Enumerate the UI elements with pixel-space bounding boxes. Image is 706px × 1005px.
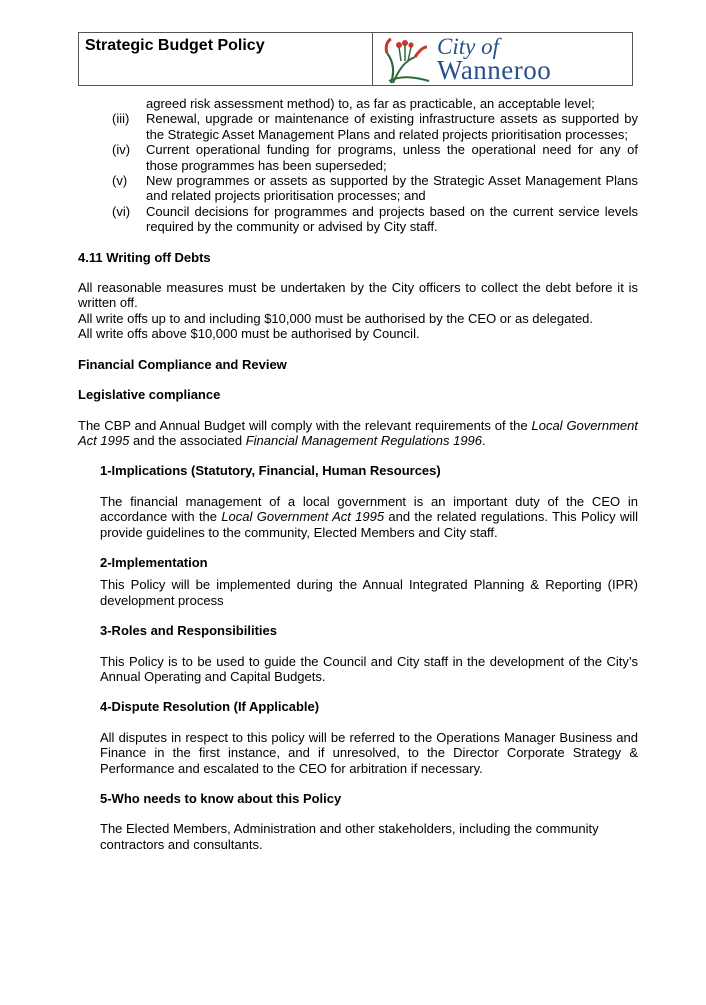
page-header <box>78 32 633 86</box>
section-heading-implementation: 2-Implementation <box>100 554 208 570</box>
list-item <box>78 142 638 173</box>
section-heading-roles: 3-Roles and Responsibilities <box>100 623 277 639</box>
implementation-paragraph: This Policy will be implemented during the Annual Integrated Planning & Reporting (IPR) development process <box>100 577 638 608</box>
list-text: Renewal, upgrade or maintenance of existing infrastructure assets as supported by the Strategic Asset Management Plans and related projects prioritisation processes; <box>146 111 638 142</box>
list-text: New programmes or assets as supported by the Strategic Asset Management Plans and related projects prioritisation processes; and <box>146 173 638 204</box>
document-title: Strategic Budget Policy <box>79 33 373 85</box>
roles-paragraph: This Policy is to be used to guide the Council and City staff in the development of the City’s Annual Operating and Capital Budgets. <box>100 653 638 684</box>
list-number: (v) <box>112 173 128 189</box>
act-citation: Local Government Act 1995 <box>221 509 385 525</box>
list-number: (vi) <box>112 203 131 219</box>
compliance-paragraph: The CBP and Annual Budget will comply with the relevant requirements of the Local Government Act 1995 and the associated Financial Management Regulations 1996. <box>78 417 638 448</box>
debts-paragraph: All reasonable measures must be undertaken by the City officers to collect the debt before it is written off. <box>78 280 638 311</box>
city-logo <box>373 33 632 85</box>
implications-paragraph: The financial management of a local government is an important duty of the CEO in accordance with the Local Government Act 1995 and the related regulations. This Policy will provide guidelines to the community, Elected Members and City staff. <box>100 493 638 540</box>
logo-text-city-of: City of <box>437 34 499 59</box>
kangaroo-paw-icon <box>381 35 433 85</box>
dispute-paragraph: All disputes in respect to this policy will be referred to the Operations Manager Business and Finance in the first instance, and if unresolved, to the Director Corporate Strategy & Performance and escalated to the CEO for arbitration if necessary. <box>100 729 638 776</box>
list-text: Council decisions for programmes and projects based on the current service levels required by the community or advised by City staff. <box>146 203 638 235</box>
section-heading-dispute-resolution: 4-Dispute Resolution (If Applicable) <box>100 699 320 715</box>
list-number: (iii) <box>112 111 130 127</box>
list-item <box>78 111 638 142</box>
who-needs-to-know-paragraph: The Elected Members, Administration and other stakeholders, including the community contractors and consultants. <box>100 821 599 852</box>
section-heading-financial-compliance: Financial Compliance and Review <box>78 356 287 372</box>
document-body <box>78 96 638 852</box>
list-number: (iv) <box>112 142 131 158</box>
act-citation: Local Government Act 1995 <box>78 417 638 448</box>
list-item <box>78 173 638 204</box>
debts-paragraph: All write offs up to and including $10,000 must be authorised by the CEO or as delegated. <box>78 310 594 326</box>
section-heading-writing-off-debts: 4.11 Writing off Debts <box>78 249 211 265</box>
debts-paragraph: All write offs above $10,000 must be authorised by Council. <box>78 326 420 342</box>
list-item <box>78 204 638 235</box>
list-continuation: agreed risk assessment method) to, as far as practicable, an acceptable level; <box>146 96 595 111</box>
logo-text-wanneroo: Wanneroo <box>437 55 552 85</box>
regulation-citation: Financial Management Regulations 1996 <box>245 432 483 448</box>
list-text: Current operational funding for programs, unless the operational need for any of those programmes has been superseded; <box>146 142 638 173</box>
section-heading-who-needs-to-know: 5-Who needs to know about this Policy <box>100 791 342 806</box>
sub-heading-legislative-compliance: Legislative compliance <box>78 387 221 403</box>
section-heading-implications: 1-Implications (Statutory, Financial, Human Resources) <box>100 463 441 479</box>
